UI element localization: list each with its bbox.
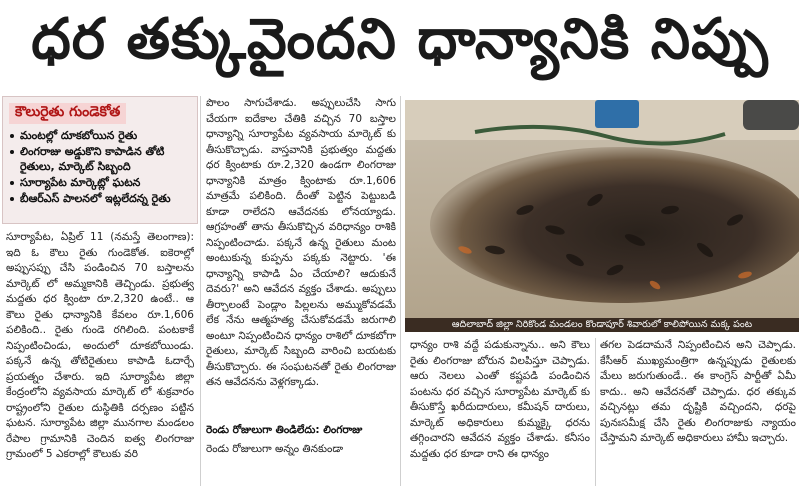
sidebar-bullet: మంటల్లో దూకబోయిన రైతు: [9, 128, 191, 143]
sidebar-bullet: సూర్యాపేట మార్కెట్లో ఘటన: [9, 175, 191, 190]
article-paragraph: తగల పెడదామనే నిప్పంటించిన అని చెప్పాడు. కేసీఆర్ ముఖ్యమంత్రిగా ఉన్నప్పుడు రైతులకు మేలు జరుగుతుండే.. ఈ కాంగ్రెస్ పార్టీతో ఏమీ కాదు.. అని ఆవేదనతో చెప్పాడు. ధర తక్కువ వచ్చినట్లు తమ దృష్టికి వచ్చిందని, ధరపై పునఃసమీక్ష చేసి రైతు లింగరాజుకు న్యాయం చేస్తామని మార్కెట్ అధికారులు హామీ ఇచ్చారు.: [600, 339, 796, 444]
sidebar-title: కౌలురైతు గుండెకోత: [9, 103, 126, 124]
article-column-left: [6, 230, 194, 485]
column-divider: [200, 96, 201, 486]
burnt-crop-photo: [405, 100, 799, 318]
article-paragraph: పొలం సాగుచేశాడు. అప్పులుచేసి సాగు చేయగా ఐదేకాల చేతికి వచ్చిన 70 బస్తాల ధాన్యాన్ని సూర్యాపేట వ్యవసాయ మార్కెట్ కు తీసుకొచ్చాడు. వాస్తవానికి ప్రభుత్వం మద్దతు ధర క్వింటాకు రూ.2,320 ఉండగా లింగరాజు ధాన్యానికి మాత్రం క్వింటాకు రూ.1,606 మాత్రమే పలికింది. దీంతో పెట్టిన పెట్టుబడి కూడా రాలేదని ఆవేదనకు లోనయ్యాడు. ఆగ్రహంతో తాను తీసుకొచ్చిన వరిధాన్యం రాశికి నిప్పంటించాడు. పక్కనే ఉన్న రైతులు మంట అంటుకున్న కుప్పను పక్కకు నెట్టారు. 'ఈ ధాన్యాన్ని కాపాడి ఏం చేయాలి? ఆదుకునే దెవరు?' అని ఆవేదన వ్యక్తం చేశాడు. అప్పులు తీర్చాలంటే పెండ్లాం పిల్లలను అమ్ముకోవడమే లేక నేను ఆత్మహత్య చేసుకోవడమే జరుగాలి అంటూ నిప్పంటించిన ధాన్యం రాశిలో దూకబోగా రైతులు, మార్కెట్ సిబ్బంది వారించి బయటకు తీసుకొచ్చారు. ఈ సంఘటనతో రైతు లింగరాజు తన ఆవేదనను వెళ్లగక్కాడు.: [206, 97, 396, 388]
article-column-middle: [206, 96, 396, 418]
sidebar-bullet: బీఆర్ఎస్ పాలనలో ఇట్లలేదన్న రైతు: [9, 191, 191, 206]
article-column-bottom-2: [600, 338, 796, 486]
photo-caption: ఆదిలాబాద్ జిల్లా నిరికొండ మండలం కొండాపూర్ శివారులో కాలిపోయిన మక్క పంట: [405, 318, 799, 332]
article-column-middle-bottom: [206, 442, 396, 486]
article-paragraph: సూర్యాపేట, ఏప్రిల్ 11 (నమస్తే తెలంగాణ): ఇది ఓ కౌలు రైతు గుండెకోత. ఐకెరాల్లో అప్పుసప్పు చేసి పండించిన 70 బస్తాలను మార్కెట్ లో అమ్మకానికి తెచ్చిండు. ప్రభుత్వ మద్దతు ధర క్వింటా రూ.2,320 ఉంటే.. ఆ కౌలు రైతు ధాన్యానికి కేవలం రూ.1,606 పలికింది.. రైతు గుండె రగిలింది. పంటకాకే నిప్పంటించిండు, అందులో దూకబోయిండు. పక్కనే ఉన్న తోటిరైతులు కాపాడి ఓదార్చే ప్రయత్నం చేశారు. ఇది సూర్యాపేట జిల్లా కేంద్రంలోని వ్యవసాయ మార్కెట్ లో శుక్రవారం రాష్ట్రంలోని రైతుల దుస్థితికి దర్పణం పట్టిన ఘటన. సూర్యాపేట జిల్లా మునగాల మండలం రేపాల గ్రామానికి చెందిన ఐత్వ లింగరాజు గ్రామంలో 5 ఎకరాల్లో కౌలుకు వరి: [6, 231, 194, 460]
article-column-bottom-1: [410, 338, 590, 486]
column-divider: [400, 96, 401, 486]
sidebar-bullet-list: [9, 128, 191, 206]
headline: ధర తక్కువైందని ధాన్యానికి నిప్పు: [31, 6, 769, 72]
article-paragraph: రెండు రోజులుగా అన్నం తినకుండా: [206, 443, 344, 455]
article-paragraph: ధాన్యం రాశి వద్దే పడుకున్నాను.. అని కౌలు రైతు లింగరాజు బోరున విలపిస్తూ చెప్పాడు. ఆరు నెలలు ఎంతో కష్టపడి పండించిన పంటను ధర వచ్చిన సూర్యాపేట మార్కెట్ కు తీసుకొస్తే ఖరీదుదారులు, కమీషన్ దారులు, మార్కెట్ అధికారులు కుమ్మక్కై ధరను తగ్గించారని ఆవేదన వ్యక్తం చేశాడు. కనీసం మద్దతు ధర కూడా రాని ఈ ధాన్యం: [410, 339, 590, 460]
article-subheading: రెండు రోజులుగా తిండిలేదు: లింగరాజు: [206, 424, 363, 436]
sidebar-bullet: లింగరాజు అడ్డుకొని కాపాడిన తోటి రైతులు, మార్కెట్ సిబ్బంది: [9, 144, 191, 174]
sidebar-box: [2, 96, 198, 224]
column-divider: [595, 338, 596, 486]
news-photo: [405, 100, 799, 318]
